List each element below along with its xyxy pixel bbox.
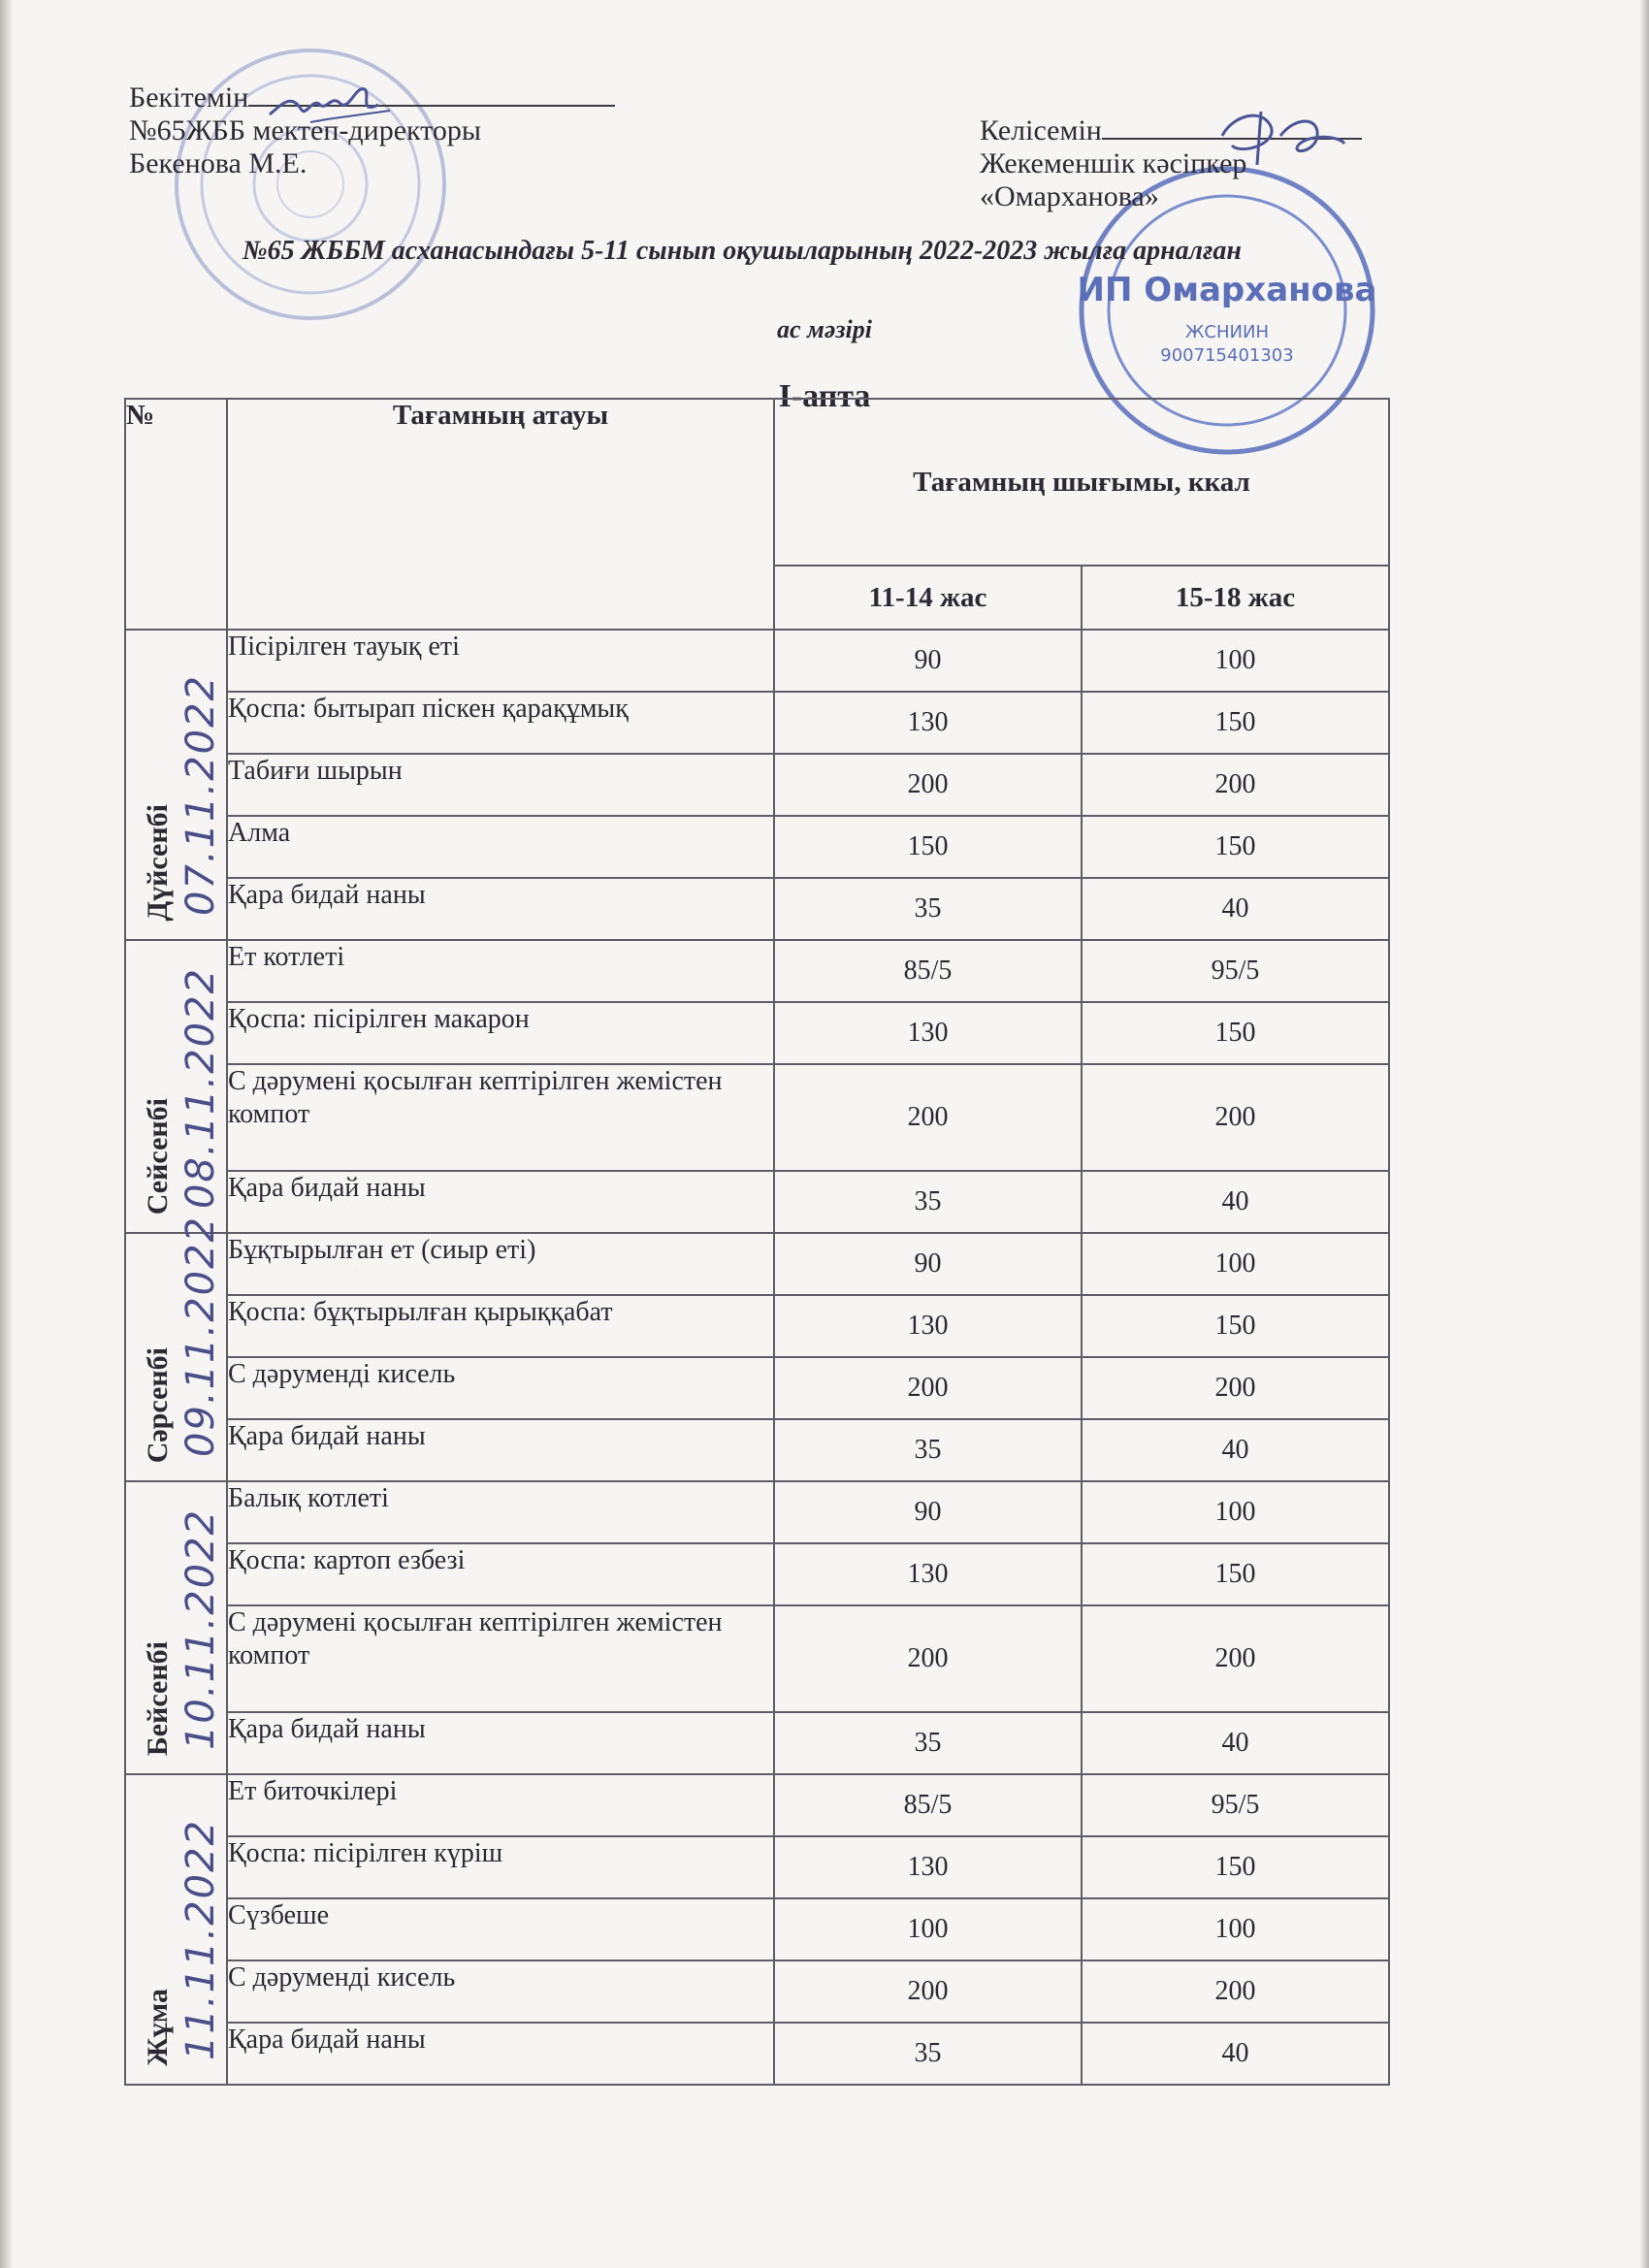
kcal-11-14: 90	[774, 630, 1082, 692]
director-signature	[262, 76, 398, 134]
kcal-15-18: 150	[1082, 816, 1389, 878]
dish-name: Ет биточкілері	[227, 1774, 774, 1836]
day-cell	[125, 1481, 227, 1774]
kcal-15-18: 150	[1082, 1543, 1389, 1605]
day-name: Бейсенбі	[142, 1640, 174, 1756]
kcal-11-14: 200	[774, 754, 1082, 816]
table-row	[125, 878, 1389, 940]
kcal-11-14: 200	[774, 1605, 1082, 1712]
kcal-11-14: 130	[774, 1836, 1082, 1898]
kcal-11-14: 100	[774, 1898, 1082, 1960]
kcal-15-18: 150	[1082, 692, 1389, 754]
day-name: Жұма	[142, 1989, 174, 2066]
day-name: Сәрсенбі	[142, 1346, 174, 1463]
table-row	[125, 940, 1389, 1002]
kcal-11-14: 85/5	[774, 940, 1082, 1002]
day-cell	[125, 940, 227, 1233]
approval-right-name: «Омарханова»	[980, 180, 1159, 212]
kcal-15-18: 200	[1082, 1960, 1389, 2023]
day-date: 11.11.2022	[178, 1818, 223, 2060]
kcal-11-14: 200	[774, 1357, 1082, 1419]
kcal-15-18: 200	[1082, 1357, 1389, 1419]
dish-name: Алма	[227, 816, 774, 878]
kcal-11-14: 130	[774, 692, 1082, 754]
dish-name: Пісірілген тауық еті	[227, 630, 774, 692]
dish-name: С дәруменді кисель	[227, 1960, 774, 2023]
day-name: Сейсенбі	[142, 1097, 174, 1215]
menu-body	[125, 630, 1389, 2085]
dish-name: Сүзбеше	[227, 1898, 774, 1960]
col-header-kcal: Тағамның шығымы, ккал	[774, 399, 1389, 566]
dish-name: Қара бидай наны	[227, 1419, 774, 1481]
day-date: 10.11.2022	[178, 1507, 223, 1750]
dish-name: Қара бидай наны	[227, 878, 774, 940]
kcal-15-18: 100	[1082, 1898, 1389, 1960]
dish-name: Қара бидай наны	[227, 2023, 774, 2085]
col-header-number: №	[125, 399, 227, 630]
day-name: Дүйсенбі	[142, 804, 174, 922]
document-title: №65 ЖББМ асханасындағы 5-11 сынып оқушыларының 2022-2023 жылға арналған	[242, 236, 1242, 266]
kcal-15-18: 40	[1082, 1171, 1389, 1233]
kcal-11-14: 90	[774, 1481, 1082, 1543]
dish-name: С дәрумені қосылған кептірілген жемістен компот	[227, 1064, 774, 1171]
approval-right-position: Жекеменшік кәсіпкер	[980, 147, 1247, 179]
kcal-11-14: 200	[774, 1960, 1082, 2023]
kcal-11-14: 130	[774, 1295, 1082, 1357]
table-row	[125, 1774, 1389, 1836]
approval-left-label: Бекітемін	[129, 81, 249, 113]
kcal-15-18: 100	[1082, 1481, 1389, 1543]
table-row	[125, 1002, 1389, 1064]
kcal-11-14: 35	[774, 1419, 1082, 1481]
table-row	[125, 630, 1389, 692]
table-row	[125, 1295, 1389, 1357]
day-cell	[125, 1215, 227, 1481]
dish-name: Табиғи шырын	[227, 754, 774, 816]
kcal-15-18: 200	[1082, 1064, 1389, 1171]
approval-left-position: №65ЖББ мектеп-директоры	[129, 114, 482, 146]
col-header-age-11-14: 11-14 жас	[774, 566, 1082, 630]
col-header-age-15-18: 15-18 жас	[1082, 566, 1389, 630]
table-row	[125, 1712, 1389, 1774]
svg-text:ИП Омарханова: ИП Омарханова	[1077, 271, 1377, 309]
table-row	[125, 1543, 1389, 1605]
day-date: 07.11.2022	[178, 673, 223, 916]
kcal-15-18: 100	[1082, 630, 1389, 692]
kcal-11-14: 90	[774, 1233, 1082, 1295]
dish-name: Қоспа: пісірілген макарон	[227, 1002, 774, 1064]
menu-table	[124, 398, 1390, 2086]
kcal-11-14: 35	[774, 1171, 1082, 1233]
dish-name: Қоспа: бұқтырылған қырыққабат	[227, 1295, 774, 1357]
kcal-15-18: 150	[1082, 1002, 1389, 1064]
kcal-15-18: 40	[1082, 878, 1389, 940]
col-header-dish-name: Тағамның атауы	[227, 399, 774, 630]
svg-text:ЖСНИИН: ЖСНИИН	[1185, 322, 1269, 342]
table-row	[125, 1836, 1389, 1898]
dish-name: Қоспа: бытырап піскен қарақұмық	[227, 692, 774, 754]
day-cell	[125, 630, 227, 940]
week-label: І-апта	[778, 378, 871, 414]
day-date: 09.11.2022	[178, 1215, 223, 1457]
kcal-11-14: 130	[774, 1002, 1082, 1064]
table-row	[125, 1898, 1389, 1960]
table-row	[125, 1419, 1389, 1481]
kcal-15-18: 150	[1082, 1295, 1389, 1357]
kcal-15-18: 40	[1082, 1712, 1389, 1774]
table-row	[125, 816, 1389, 878]
dish-name: Қоспа: картоп езбезі	[227, 1543, 774, 1605]
kcal-11-14: 130	[774, 1543, 1082, 1605]
dish-name: Қара бидай наны	[227, 1171, 774, 1233]
kcal-15-18: 95/5	[1082, 940, 1389, 1002]
kcal-11-14: 35	[774, 878, 1082, 940]
kcal-15-18: 200	[1082, 754, 1389, 816]
dish-name: С дәрумені қосылған кептірілген жемістен компот	[227, 1605, 774, 1712]
kcal-11-14: 150	[774, 816, 1082, 878]
kcal-11-14: 85/5	[774, 1774, 1082, 1836]
table-row	[125, 1605, 1389, 1712]
document-subtitle: ас мәзірі	[777, 315, 872, 343]
table-row	[125, 1064, 1389, 1171]
table-row	[125, 1233, 1389, 1295]
kcal-11-14: 35	[774, 1712, 1082, 1774]
kcal-15-18: 95/5	[1082, 1774, 1389, 1836]
table-row	[125, 2023, 1389, 2085]
table-row	[125, 1481, 1389, 1543]
kcal-11-14: 200	[774, 1064, 1082, 1171]
kcal-15-18: 40	[1082, 2023, 1389, 2085]
table-row	[125, 754, 1389, 816]
dish-name: Қоспа: пісірілген күріш	[227, 1836, 774, 1898]
table-row	[125, 692, 1389, 754]
table-row	[125, 1171, 1389, 1233]
table-row	[125, 1357, 1389, 1419]
approval-right-label: Келісемін	[980, 114, 1102, 146]
entrepreneur-signature	[1203, 97, 1348, 175]
svg-text:900715401303: 900715401303	[1160, 345, 1294, 366]
kcal-15-18: 40	[1082, 1419, 1389, 1481]
dish-name: С дәруменді кисель	[227, 1357, 774, 1419]
kcal-15-18: 100	[1082, 1233, 1389, 1295]
kcal-15-18: 200	[1082, 1605, 1389, 1712]
dish-name: Ет котлеті	[227, 940, 774, 1002]
day-date: 08.11.2022	[178, 966, 223, 1209]
dish-name: Бұқтырылған ет (сиыр еті)	[227, 1233, 774, 1295]
kcal-15-18: 150	[1082, 1836, 1389, 1898]
dish-name: Балық котлеті	[227, 1481, 774, 1543]
day-cell	[125, 1774, 227, 2085]
dish-name: Қара бидай наны	[227, 1712, 774, 1774]
kcal-11-14: 35	[774, 2023, 1082, 2085]
table-row	[125, 1960, 1389, 2023]
approval-left-name: Бекенова М.Е.	[129, 147, 307, 179]
